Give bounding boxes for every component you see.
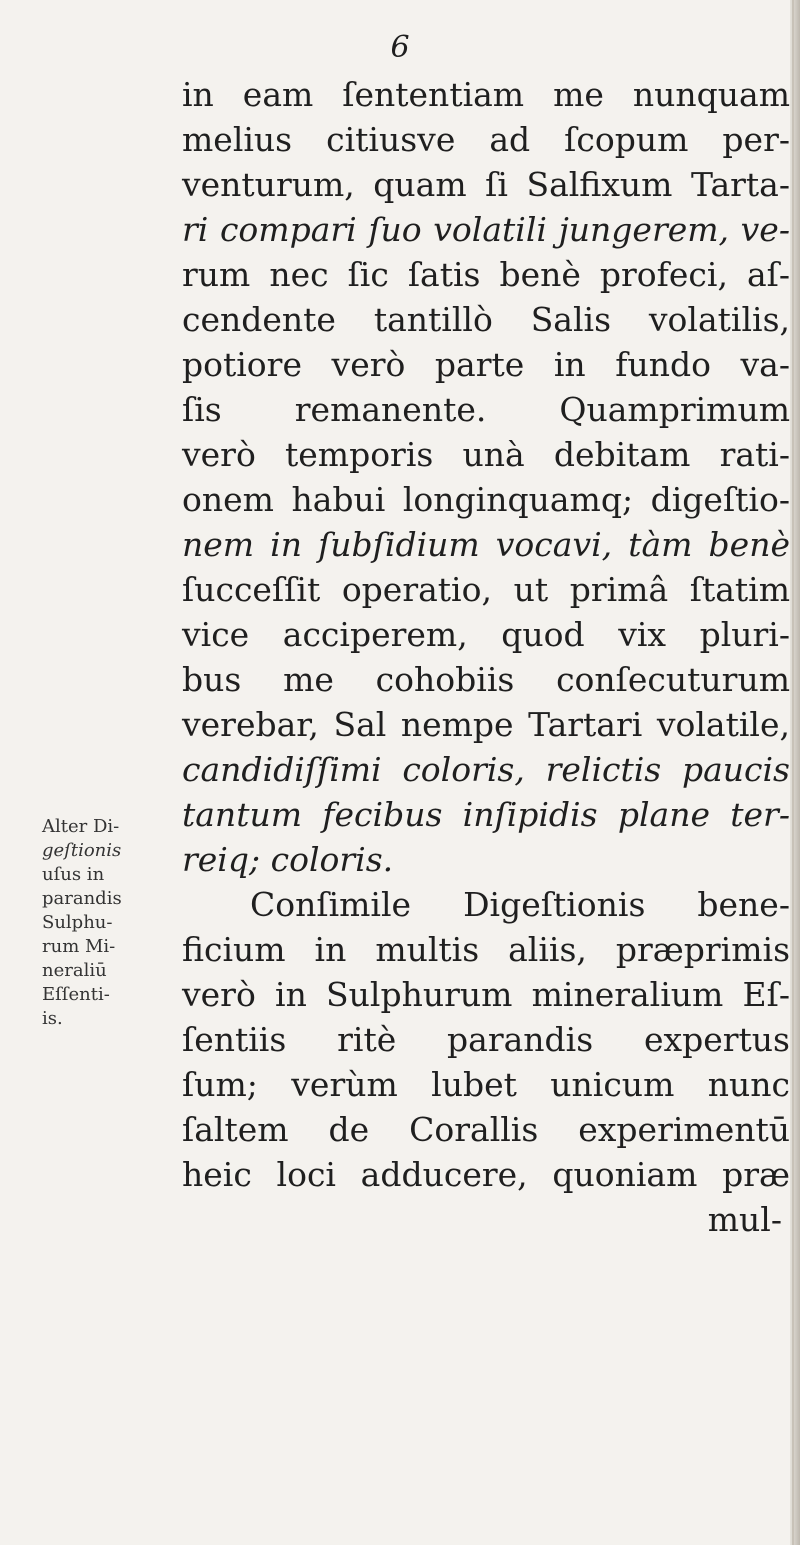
marginal-note-line: neraliū: [42, 960, 107, 981]
marginal-note-line: uſus in: [42, 864, 105, 885]
marginal-note-line: parandis: [42, 888, 122, 909]
text-line: candidiſſimi coloris, relictis paucis: [182, 750, 790, 789]
catchword: mul-: [707, 1200, 782, 1239]
main-text: [182, 72, 790, 1242]
marginal-note-line: Sulphu-: [42, 912, 113, 933]
text-line: tantum fecibus inſipidis plane ter-: [182, 795, 790, 834]
text-line: ſaltem de Corallis experimentū: [182, 1110, 790, 1149]
text-line: heic loci adducere, quoniam præ: [182, 1155, 790, 1194]
text-line: verò in Sulphurum mineralium Eſ-: [182, 975, 790, 1014]
text-line: onem habui longinquamq; digeſtio-: [182, 480, 790, 519]
page-number: 6: [390, 30, 410, 65]
text-line: rum nec ſic ſatis benè profeci, aſ-: [182, 255, 790, 294]
text-line: nem in ſubſidium vocavi, tàm benè: [182, 525, 790, 564]
text-line: reiq; coloris.: [182, 840, 394, 879]
marginal-note-line: Alter Di-: [42, 816, 120, 837]
text-line: potiore verò parte in fundo va-: [182, 345, 790, 384]
text-line: verò temporis unà debitam rati-: [182, 435, 790, 474]
text-line: ficium in multis aliis, præprimis: [182, 930, 790, 969]
text-line: in eam ſententiam me nunquam: [182, 75, 790, 114]
text-line: venturum, quam ſi Salfixum Tarta-: [182, 165, 790, 204]
text-line: cendente tantillò Salis volatilis,: [182, 300, 790, 339]
marginal-note: [42, 815, 177, 1031]
text-line: melius citiusve ad ſcopum per-: [182, 120, 790, 159]
marginal-note-line: rum Mi-: [42, 936, 116, 957]
text-line: ſis remanente. Quamprimum: [182, 390, 790, 429]
marginal-note-line: Eſſenti-: [42, 984, 110, 1005]
marginal-note-line: is.: [42, 1008, 63, 1029]
text-line: ri compari ſuo volatili jungerem, ve-: [182, 210, 790, 249]
page-edge-line: [792, 0, 794, 1545]
text-line: ſum; verùm lubet unicum nunc: [182, 1065, 790, 1104]
text-line: vice acciperem, quod vix pluri-: [182, 615, 790, 654]
text-line: bus me cohobiis conſecuturum: [182, 660, 790, 699]
text-line: verebar, Sal nempe Tartari volatile,: [182, 705, 790, 744]
text-line: Conſimile Digeſtionis bene-: [250, 885, 790, 924]
text-line: ſentiis ritè parandis expertus: [182, 1020, 790, 1059]
marginal-note-line: geſtionis: [42, 840, 122, 861]
text-line: ſucceſſit operatio, ut primâ ſtatim: [182, 570, 790, 609]
